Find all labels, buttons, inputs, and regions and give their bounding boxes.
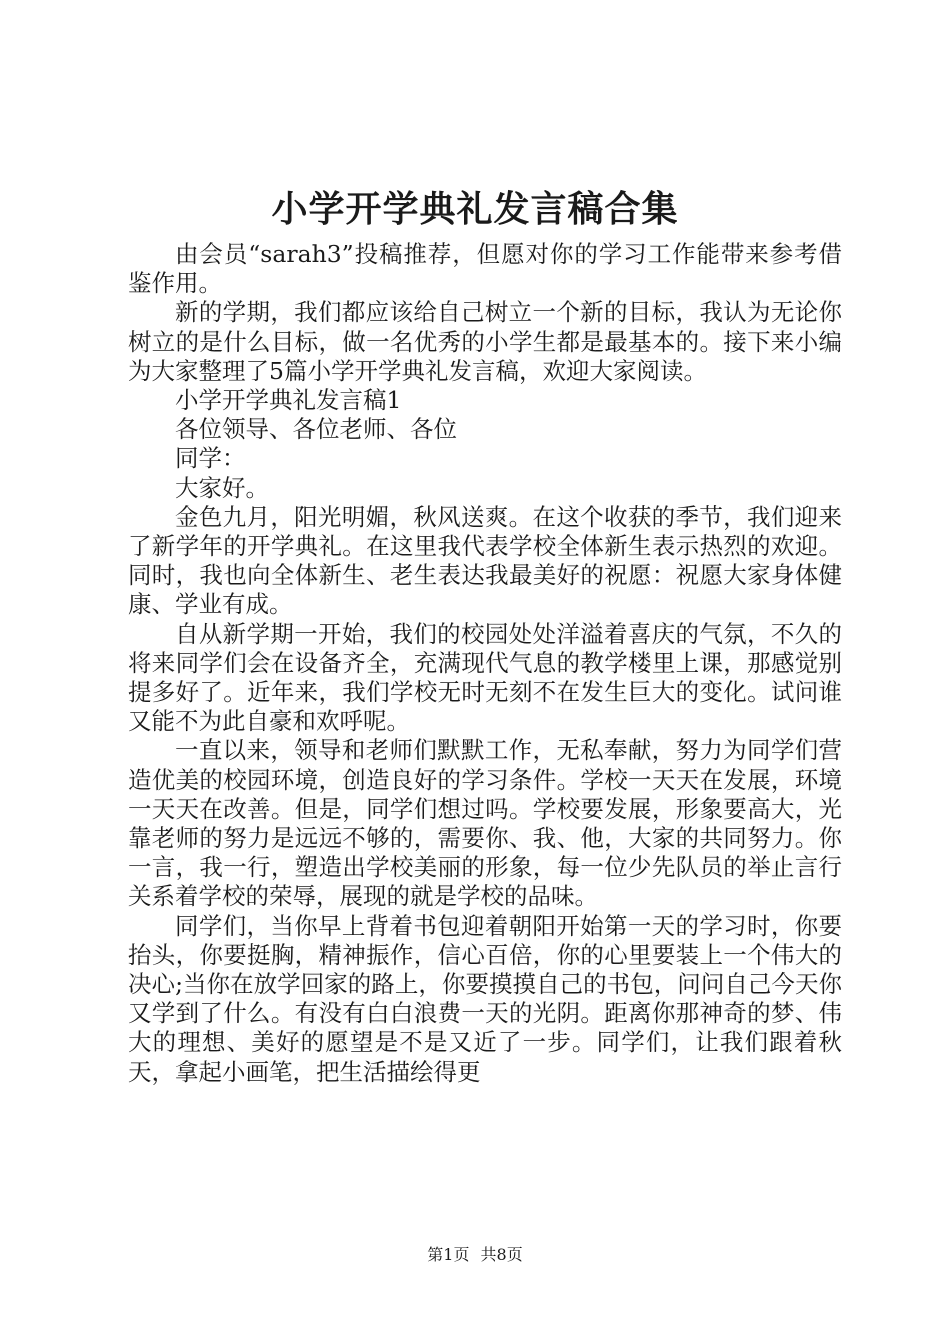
paragraph: 自从新学期一开始，我们的校园处处洋溢着喜庆的气氛，不久的将来同学们会在设备齐全，充满现代气息的教学楼里上课，那感觉别提多好了。近年来，我们学校无时无刻不在发生巨大的变化。试问谁又能不为此自豪和欢呼呢。 [128, 619, 842, 736]
paragraph: 小学开学典礼发言稿1 [175, 386, 402, 415]
document-title: 小学开学典礼发言稿合集 [271, 188, 679, 230]
paragraph: 新的学期，我们都应该给自己树立一个新的目标，我认为无论你树立的是什么目标，做一名优秀的小学生都是最基本的。接下来小编为大家整理了5篇小学开学典礼发言稿，欢迎大家阅读。 [128, 298, 842, 385]
paragraph: 金色九月，阳光明媚，秋风送爽。在这个收获的季节，我们迎来了新学年的开学典礼。在这里我代表学校全体新生表示热烈的欢迎。同时，我也向全体新生、老生表达我最美好的祝愿：祝愿大家身体健康、学业有成。 [128, 502, 842, 619]
paragraph: 一直以来，领导和老师们默默工作，无私奉献，努力为同学们营造优美的校园环境，创造良好的学习条件。学校一天天在发展，环境一天天在改善。但是，同学们想过吗。学校要发展，形象要高大，光靠老师的努力是远远不够的，需要你、我、他，大家的共同努力。你一言，我一行，塑造出学校美丽的形象，每一位少先队员的举止言行关系着学校的荣辱，展现的就是学校的品味。 [128, 736, 842, 911]
paragraph: 由会员“sarah3”投稿推荐，但愿对你的学习工作能带来参考借鉴作用。 [128, 240, 842, 298]
paragraph: 大家好。 [175, 473, 269, 502]
paragraph: 各位领导、各位老师、各位 [175, 415, 457, 444]
paragraph: 同学们，当你早上背着书包迎着朝阳开始第一天的学习时，你要抬头，你要挺胸，精神振作，信心百倍，你的心里要装上一个伟大的决心;当你在放学回家的路上，你要摸摸自己的书包，问问自己今天你又学到了什么。有没有白白浪费一天的光阴。距离你那神奇的梦、伟大的理想、美好的愿望是不是又近了一步。同学们，让我们跟着秋天，拿起小画笔，把生活描绘得更 [128, 911, 842, 1086]
page-number: 第1页 [427, 1245, 470, 1264]
document-body [128, 240, 842, 1087]
page-total: 共8页 [480, 1245, 523, 1264]
paragraph: 同学： [175, 444, 246, 473]
page-footer [0, 1244, 950, 1266]
